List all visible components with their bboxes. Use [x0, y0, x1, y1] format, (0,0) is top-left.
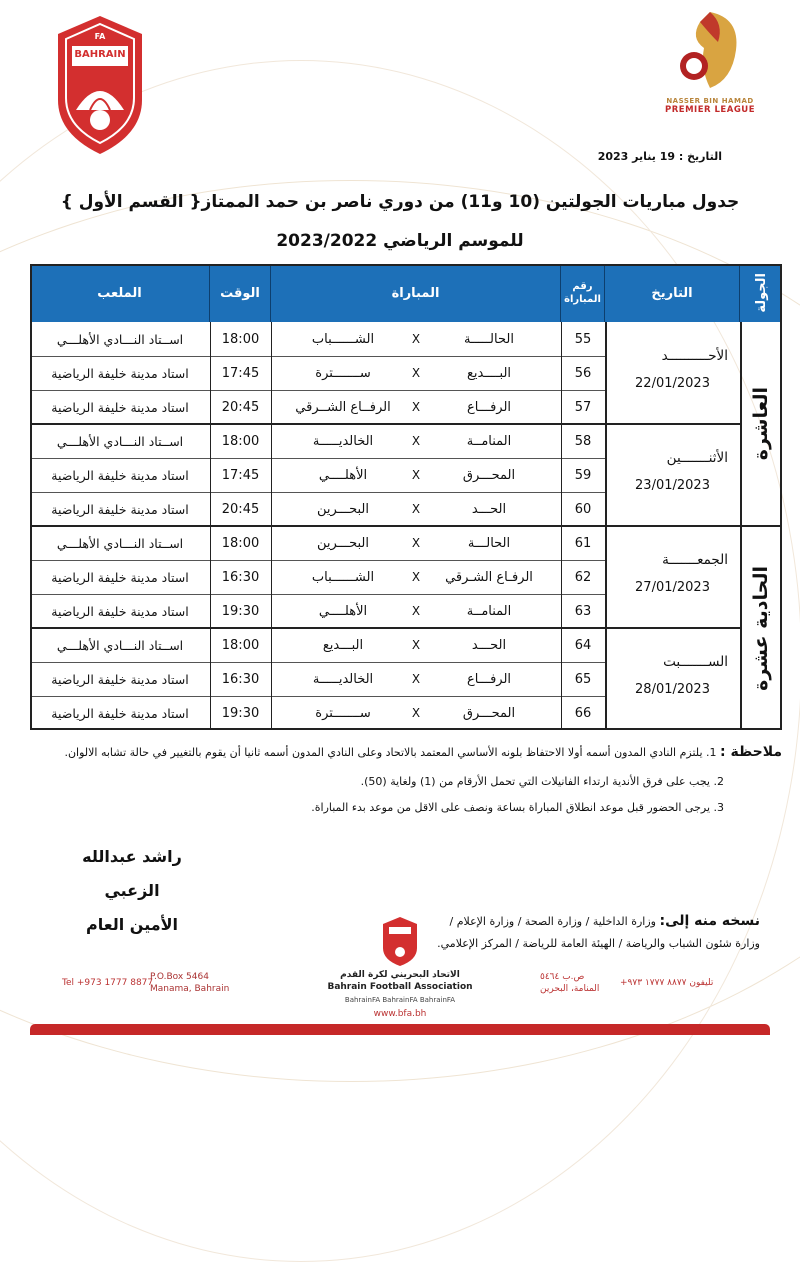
versus-mark: X: [411, 672, 421, 686]
schedule-title: جدول مباريات الجولتين (10 و11) من دوري ناصر بن حمد الممتاز{ القسم الأول }: [60, 192, 740, 212]
time-cell: 19:30: [221, 705, 260, 721]
match-number-cell: 58: [574, 433, 592, 449]
time-cell: 20:45: [221, 399, 260, 415]
versus-mark: X: [411, 502, 421, 516]
footer-tel: Tel +973 1777 8877: [62, 978, 154, 988]
day-date: 23/01/2023: [635, 478, 710, 493]
note-text-1: 1. يلتزم النادي المدون أسمه أولا الاحتفاظ بلونه الأساسي المعتمد بالاتحاد وعلى النادي المدون أسمه ثانيا أن يقوم بالتغيير في حالة تشابه الالوان.: [64, 746, 717, 759]
versus-mark: X: [411, 332, 421, 346]
home-team: الرفـاع الشـرقي: [445, 569, 533, 585]
signatory-name: راشد عبدالله الزعبي: [82, 847, 182, 900]
round-label: الحادية عشرة: [750, 565, 772, 691]
copies-section: [437, 910, 760, 955]
time-column-header: الوقت: [210, 264, 271, 322]
footer-tel-arabic: تليفون ٨٨٧٧ ١٧٧٧ ٩٧٣+: [620, 978, 714, 988]
versus-mark: X: [411, 604, 421, 618]
venue-cell: استاد مدينة خليفة الرياضية: [51, 365, 189, 381]
home-team: الحالـــــة: [464, 331, 514, 347]
venue-cell: استاد مدينة خليفة الرياضية: [51, 603, 189, 619]
match-number-cell: 56: [574, 365, 592, 381]
home-team: المحـــرق: [462, 467, 516, 483]
footer-fa-logo-icon: [380, 915, 420, 967]
away-team: الأهلــــي: [318, 603, 368, 619]
notes-heading: ملاحظة :: [720, 744, 782, 760]
venue-cell: استاد مدينة خليفة الرياضية: [51, 671, 189, 687]
versus-mark: X: [411, 706, 421, 720]
away-team: الرفــاع الشــرقي: [295, 399, 391, 415]
away-team: الشــــــباب: [311, 569, 375, 585]
versus-mark: X: [411, 434, 421, 448]
date-column-header: التاريخ: [605, 264, 740, 322]
home-team: المنامــة: [466, 603, 512, 619]
footer-color-bar: [30, 1024, 770, 1035]
versus-mark: X: [411, 570, 421, 584]
fa-logo-small-text: FA: [94, 32, 106, 41]
home-team: المنامــة: [466, 433, 512, 449]
match-number-cell: 55: [574, 331, 592, 347]
away-team: البحـــرين: [317, 535, 369, 551]
venue-cell: استاد مدينة خليفة الرياضية: [51, 705, 189, 721]
league-emblem-icon: [670, 8, 750, 93]
time-cell: 17:45: [221, 365, 260, 381]
match-number-cell: 61: [574, 535, 592, 551]
day-date: 22/01/2023: [635, 376, 710, 391]
day-name: الجمعـــــــة: [662, 552, 728, 568]
footer-city-arabic: المنامة، البحرين: [540, 984, 600, 994]
footer-city: Manama, Bahrain: [150, 984, 230, 994]
away-team: الخالديـــــة: [312, 671, 374, 687]
home-team: الرفـــاع: [466, 671, 512, 687]
versus-mark: X: [411, 536, 421, 550]
home-team: المحـــرق: [462, 705, 516, 721]
schedule-table: [30, 264, 782, 734]
versus-mark: X: [411, 400, 421, 414]
day-name: الســـــــبت: [663, 654, 728, 670]
venue-cell: اســتاد النـــادي الأهلـــي: [56, 331, 184, 347]
signatory-title: الأمين العام: [85, 915, 179, 934]
venue-cell: استاد مدينة خليفة الرياضية: [51, 467, 189, 483]
venue-cell: اســتاد النـــادي الأهلـــي: [56, 433, 184, 449]
footer-association-english: Bahrain Football Association: [327, 982, 473, 992]
away-team: ســـــــترة: [315, 705, 371, 721]
bahrain-fa-logo: [50, 12, 150, 157]
time-cell: 18:00: [221, 331, 260, 347]
note-item: [64, 744, 782, 761]
match-number-cell: 65: [574, 671, 592, 687]
footer-social-handles: BahrainFA BahrainFA BahrainFA: [344, 996, 456, 1004]
match-number-header-line2: المباراة: [564, 294, 601, 305]
signature-block: [52, 840, 212, 942]
away-team: البحـــرين: [317, 501, 369, 517]
home-team: الرفـــاع: [466, 399, 512, 415]
footer-pobox: P.O.Box 5464: [150, 972, 209, 982]
venue-cell: استاد مدينة خليفة الرياضية: [51, 501, 189, 517]
copies-line2: وزارة شئون الشباب والرياضة / الهيئة العامة للرياضة / المركز الإعلامي.: [437, 937, 760, 950]
away-team: ســـــــترة: [315, 365, 371, 381]
time-cell: 18:00: [221, 433, 260, 449]
away-team: الخالديـــــة: [312, 433, 374, 449]
note-text-2: 2. يجب على فرق الأندية ارتداء الفانيلات التي تحمل الأرقام من (1) ولغاية (50).: [360, 775, 724, 788]
time-cell: 16:30: [221, 569, 260, 585]
footer-pobox-arabic: ص.ب ٥٤٦٤: [540, 972, 585, 982]
versus-mark: X: [411, 366, 421, 380]
home-team: الحالـــة: [467, 535, 511, 551]
away-team: البـــديع: [322, 637, 364, 653]
match-number-cell: 63: [574, 603, 592, 619]
time-cell: 19:30: [221, 603, 260, 619]
versus-mark: X: [411, 638, 421, 652]
match-number-cell: 64: [574, 637, 592, 653]
match-column-header: المباراة: [271, 264, 561, 322]
home-team: الحـــد: [471, 501, 507, 517]
day-date: 27/01/2023: [635, 580, 710, 595]
round-header-label: الجولة: [753, 273, 769, 313]
copies-heading: نسخه منه إلى:: [659, 913, 760, 929]
time-cell: 20:45: [221, 501, 260, 517]
time-cell: 16:30: [221, 671, 260, 687]
season-subtitle: للموسم الرياضي 2023/2022: [276, 231, 524, 251]
match-number-cell: 60: [574, 501, 592, 517]
time-cell: 18:00: [221, 535, 260, 551]
home-team: البــــديع: [466, 365, 512, 381]
venue-cell: استاد مدينة خليفة الرياضية: [51, 569, 189, 585]
fa-logo-text: BAHRAIN: [74, 49, 126, 60]
document-date: التاريخ : 19 يناير 2023: [597, 150, 722, 163]
match-number-header-line1: رقم: [572, 281, 593, 292]
copies-line1: وزارة الداخلية / وزارة الصحة / وزارة الإعلام /: [449, 915, 656, 928]
away-team: الأهلــــي: [318, 467, 368, 483]
league-name-line2: PREMIER LEAGUE: [665, 105, 755, 115]
day-date: 28/01/2023: [635, 682, 710, 697]
venue-column-header: الملعب: [30, 264, 210, 322]
footer-association-arabic: الاتحاد البحريني لكرة القدم: [340, 970, 460, 980]
time-cell: 17:45: [221, 467, 260, 483]
venue-cell: اســتاد النـــادي الأهلـــي: [56, 637, 184, 653]
away-team: الشــــــباب: [311, 331, 375, 347]
versus-mark: X: [411, 468, 421, 482]
match-number-cell: 59: [574, 467, 592, 483]
venue-cell: اســتاد النـــادي الأهلـــي: [56, 535, 184, 551]
note-text-3: 3. يرجى الحضور قبل موعد انطلاق المباراة بساعة ونصف على الاقل من موعد بدء المباراة.: [311, 801, 724, 814]
day-name: الأثنـــــــين: [666, 450, 728, 466]
home-team: الحـــد: [471, 637, 507, 653]
round-label: العاشرة: [750, 387, 772, 461]
match-number-cell: 66: [574, 705, 592, 721]
match-number-cell: 57: [574, 399, 592, 415]
footer-website[interactable]: www.bfa.bh: [373, 1009, 427, 1019]
day-name: الأحــــــــــد: [661, 348, 728, 364]
time-cell: 18:00: [221, 637, 260, 653]
premier-league-logo: [660, 8, 760, 133]
match-number-cell: 62: [574, 569, 592, 585]
league-name-line1: NASSER BIN HAMAD: [666, 97, 754, 105]
table-border: [30, 264, 782, 730]
venue-cell: استاد مدينة خليفة الرياضية: [51, 399, 189, 415]
